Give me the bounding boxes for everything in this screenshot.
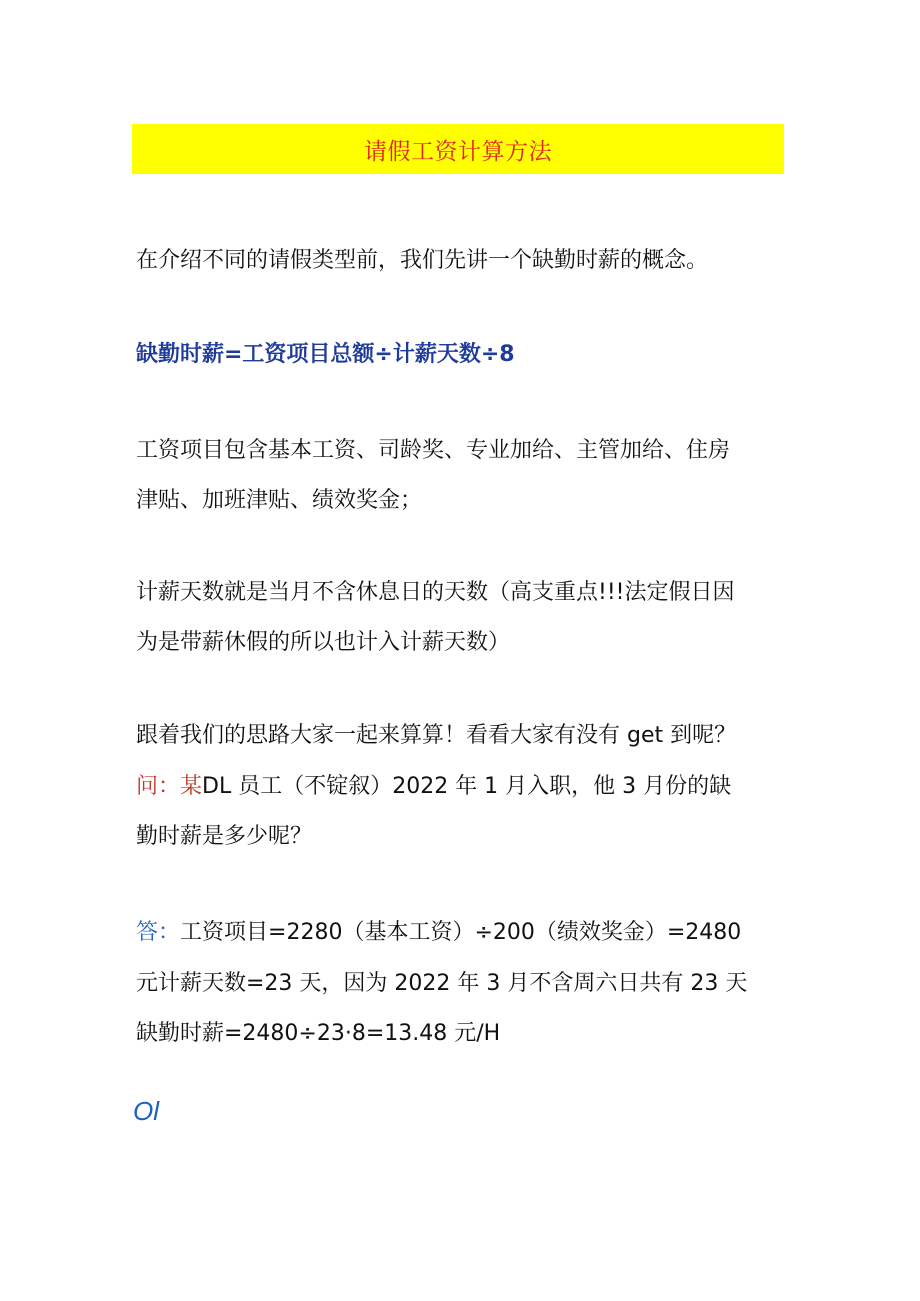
answer-label: 答：: [136, 920, 181, 945]
question-line-2: 勤时薪是多少呢？: [136, 824, 313, 849]
question-label: 问：某: [136, 774, 203, 799]
question-line-1: [136, 772, 731, 802]
answer-line-3: 缺勤时薪=2480÷23·8=13.48 元/H: [136, 1021, 501, 1046]
salary-items-line-2: 津贴、加班津贴、绩效奖金；: [136, 488, 423, 513]
page-title: 请假工资计算方法: [364, 138, 552, 165]
pay-days-line-1: 计薪天数就是当月不含休息日的天数（高支重点!!!法定假日因: [136, 580, 735, 605]
title-banner: [132, 124, 784, 174]
salary-items-line-1: 工资项目包含基本工资、司龄奖、专业加给、主管加给、住房: [136, 438, 731, 463]
follow-along-line: 跟着我们的思路大家一起来算算！看看大家有没有 get 到呢？: [136, 723, 737, 748]
footer-mark: Ol: [133, 1096, 159, 1126]
answer-text: 工资项目=2280（基本工资）÷200（绩效奖金）=2480: [180, 920, 742, 945]
pay-days-line-2: 为是带薪休假的所以也计入计薪天数）: [136, 630, 511, 655]
formula-line: 缺勤时薪=工资项目总额÷计薪天数÷8: [136, 342, 515, 367]
intro-paragraph: 在介绍不同的请假类型前，我们先讲一个缺勤时薪的概念。: [136, 248, 709, 273]
question-text: DL 员工（不锭叙）2022 年 1 月入职，他 3 月份的缺: [202, 774, 732, 799]
answer-line-2: 元计薪天数=23 天，因为 2022 年 3 月不含周六日共有 23 天: [136, 971, 748, 996]
answer-line-1: [136, 918, 741, 948]
